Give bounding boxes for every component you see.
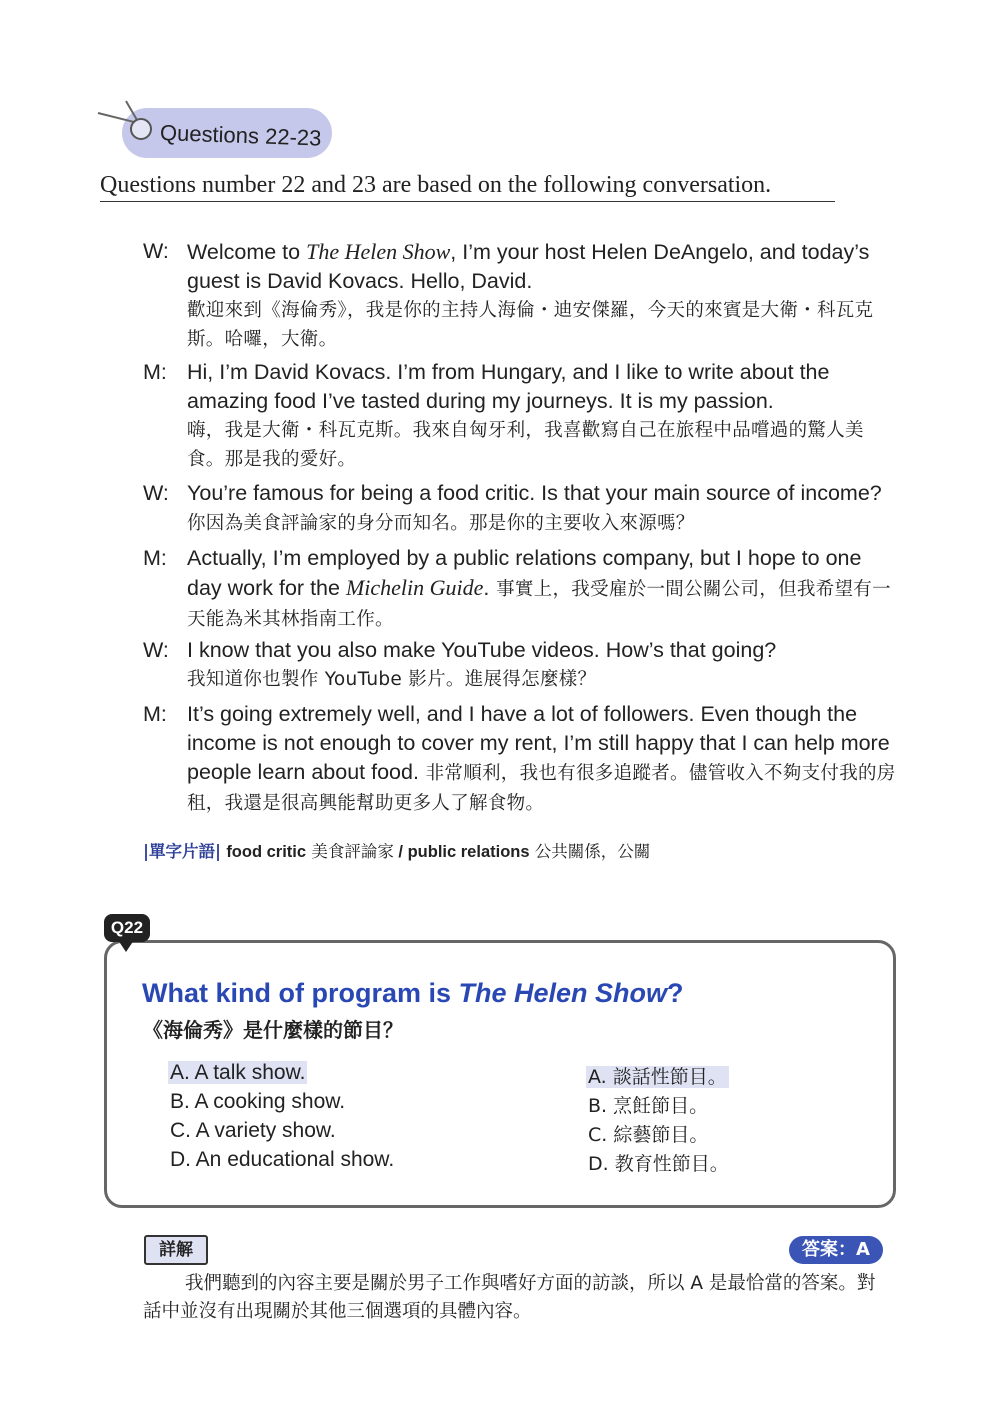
vocab-term: public relations bbox=[407, 843, 530, 861]
pin-icon bbox=[130, 118, 152, 140]
option-d-zh: D. 教育性節目。 bbox=[588, 1153, 729, 1175]
speaker: W: bbox=[143, 638, 169, 662]
question-title-zh: 《海倫秀》是什麼樣的節目？ bbox=[143, 1018, 403, 1042]
option-b-zh: B. 烹飪節目。 bbox=[588, 1095, 709, 1117]
speaker: W: bbox=[143, 481, 169, 505]
detail-tag: 詳解 bbox=[144, 1235, 208, 1265]
vocab-sep: / bbox=[393, 843, 408, 861]
vocab-def: 公共關係，公關 bbox=[534, 842, 651, 861]
turn-chinese: 我知道你也製作 YouTube 影片。進展得怎麼樣？ bbox=[187, 669, 597, 690]
speaker: W: bbox=[143, 239, 169, 263]
turn-english: Hi, I’m David Kovacs. I’m from Hungary, and I like to write about the amazing food I’ve tasted during my journeys. It is my passion. bbox=[187, 360, 830, 413]
vocab-tag: |單字片語| bbox=[143, 842, 222, 861]
speaker: M: bbox=[143, 702, 167, 726]
turn-chinese: 歡迎來到《海倫秀》，我是你的主持人海倫・迪安傑羅，今天的來賓是大衛・科瓦克斯。哈囉，大衛。 bbox=[187, 300, 874, 350]
option-b: B. A cooking show. bbox=[170, 1090, 346, 1113]
turn-text bbox=[187, 544, 897, 634]
answer-badge: 答案：A bbox=[789, 1236, 883, 1264]
vocab-line bbox=[143, 838, 650, 862]
title-text: ? bbox=[667, 978, 684, 1008]
en-text: Actually, I’m employed by a public relations company, but I hope to one day work for the bbox=[187, 546, 862, 600]
vocab-term: food critic bbox=[226, 843, 307, 861]
option-a-zh bbox=[586, 1062, 729, 1089]
en-text: You’re famous for being a food critic. Is that your main source of income? bbox=[187, 481, 882, 505]
turn-english bbox=[187, 237, 897, 296]
speaker: M: bbox=[143, 546, 167, 570]
en-text: Welcome to bbox=[187, 240, 307, 264]
zh-text: 非常順利，我也有很多追蹤者。儘管收入不夠支付我的房租，我還是很高興能幫助更多人了解食物。 bbox=[187, 763, 896, 814]
question-title bbox=[142, 978, 684, 1009]
zh-text: 事實上，我受雇於一間公關公司，但我希望有一天能為米其林指南工作。 bbox=[187, 579, 891, 630]
title-italic: The Helen Show bbox=[458, 978, 668, 1008]
turn-english: I know that you also make YouTube videos. How’s that going? bbox=[187, 638, 777, 662]
guide-title: Michelin Guide bbox=[345, 575, 484, 600]
option-d: D. An educational show. bbox=[170, 1148, 395, 1171]
option-c-zh: C. 綜藝節目。 bbox=[588, 1124, 709, 1146]
en-text: . bbox=[483, 576, 490, 600]
en-text: , I’m your host Helen DeAngelo, and today’s guest is David Kovacs. Hello, David. bbox=[187, 240, 870, 293]
vocab-def: 美食評論家 bbox=[311, 842, 394, 861]
show-title: The Helen Show bbox=[306, 239, 451, 264]
option-label: A. 談話性節目。 bbox=[588, 1066, 727, 1088]
intro-line: Questions number 22 and 23 are based on the following conversation. bbox=[100, 172, 835, 202]
turn-text bbox=[187, 479, 897, 538]
zh-text: 你因為美食評論家的身分而知名。那是你的主要收入來源嗎？ bbox=[187, 513, 695, 534]
option-label: A. A talk show. bbox=[170, 1061, 306, 1084]
explanation: 我們聽到的內容主要是關於男子工作與嗜好方面的訪談，所以 A 是最恰當的答案。對話中並沒有出現關於其他三個選項的具體內容。 bbox=[143, 1273, 876, 1322]
title-text: What kind of program is bbox=[142, 978, 459, 1008]
turn-text bbox=[187, 700, 897, 818]
option-c: C. A variety show. bbox=[170, 1119, 336, 1142]
speaker: M: bbox=[143, 360, 167, 384]
section-tag-label: Questions 22-23 bbox=[159, 120, 322, 151]
en-text: It’s going extremely well, and I have a lot of followers. Even though the income is not enough to cover my rent, I’m still happy that I can help more people learn about food. bbox=[187, 702, 890, 784]
question-badge: Q22 bbox=[104, 914, 150, 942]
option-a bbox=[168, 1061, 307, 1085]
turn-chinese: 嗨，我是大衛・科瓦克斯。我來自匈牙利，我喜歡寫自己在旅程中品嚐過的驚人美食。那是我的愛好。 bbox=[187, 420, 864, 470]
